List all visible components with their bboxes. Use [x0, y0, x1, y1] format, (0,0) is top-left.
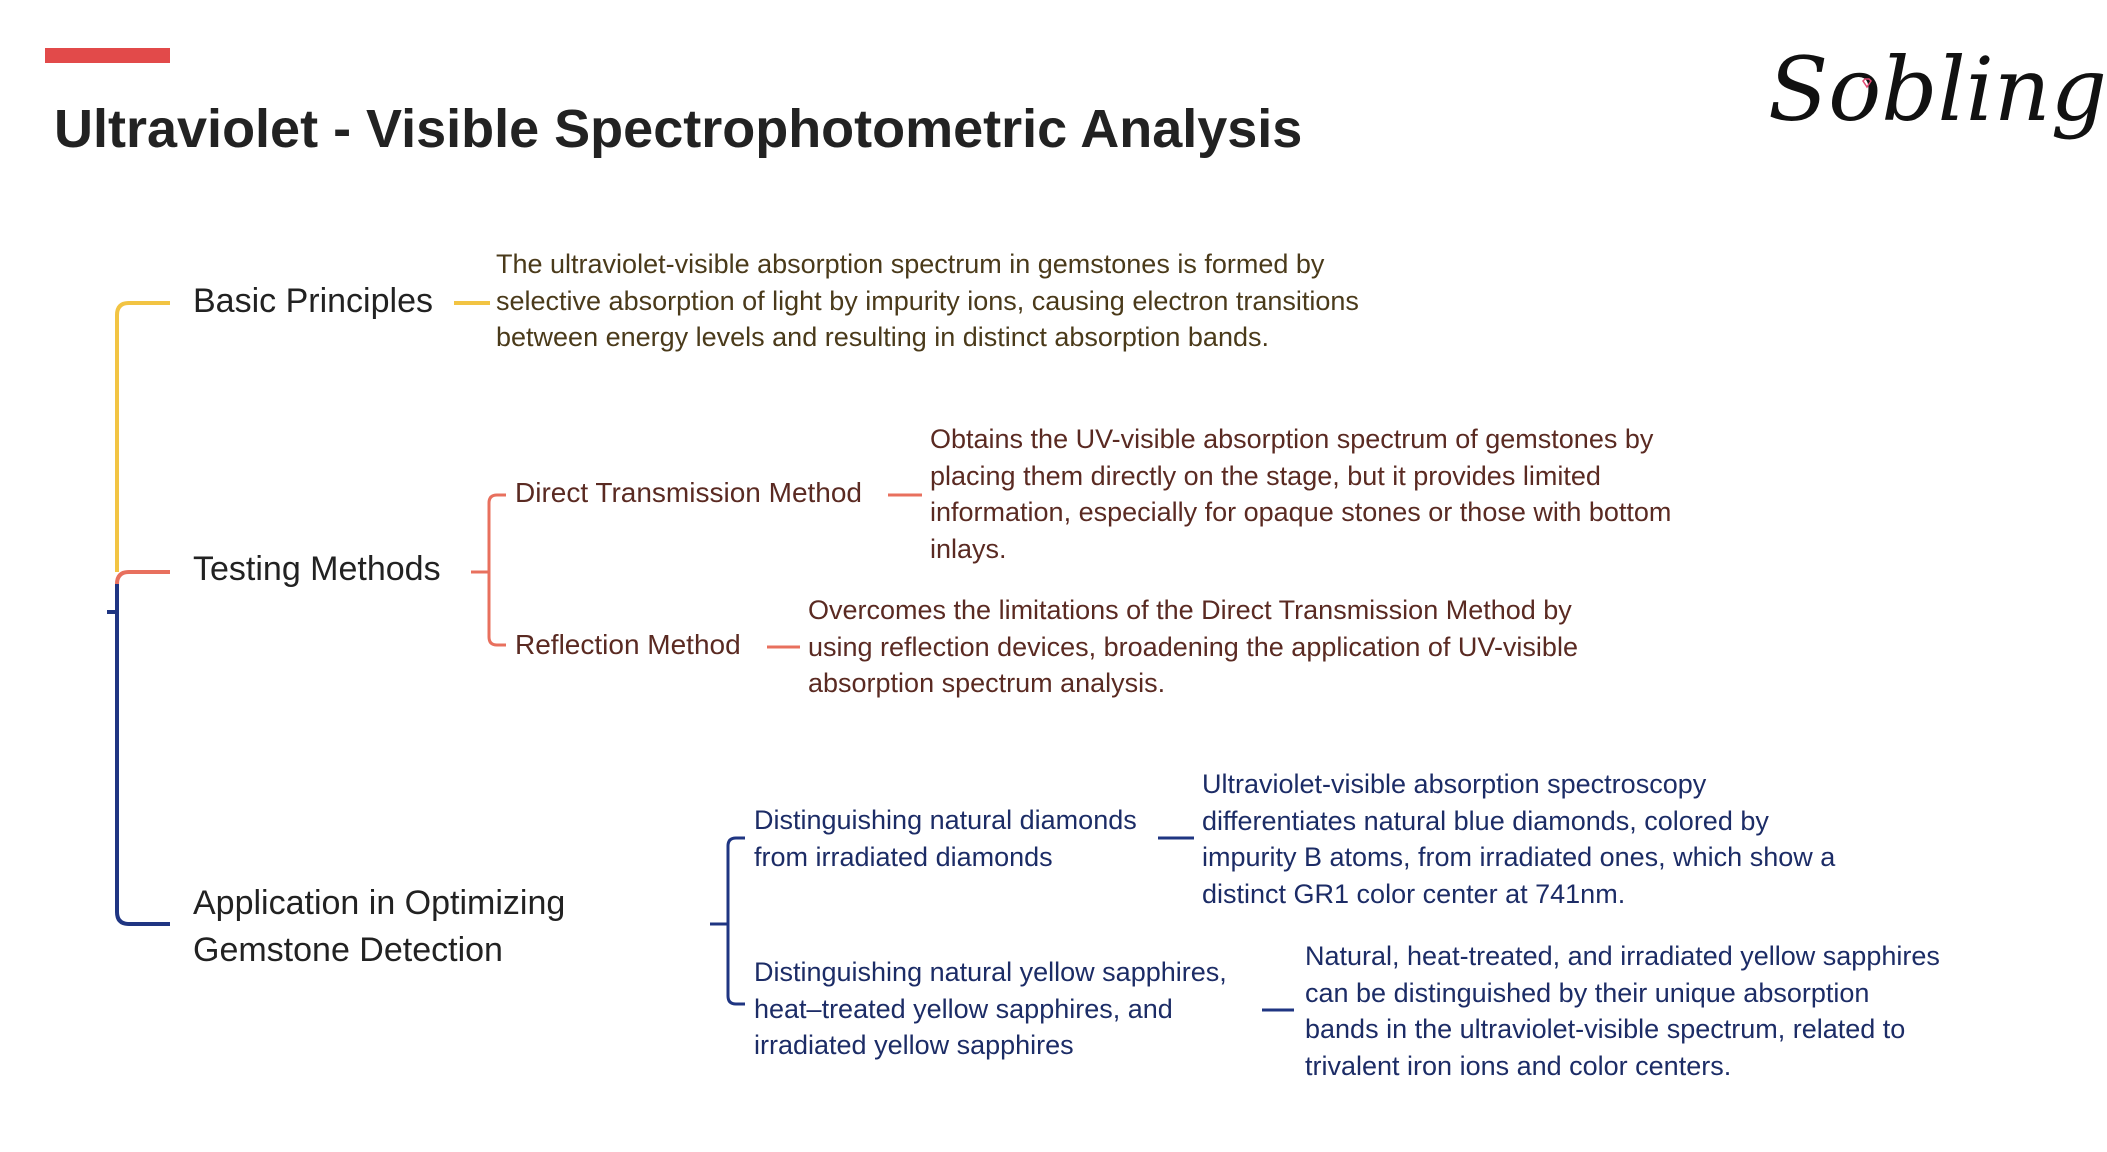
basic-principles-description — [496, 246, 1359, 356]
description-line: absorption spectrum analysis. — [808, 668, 1166, 698]
node-application-line: Gemstone Detection — [193, 931, 503, 969]
node-label-line: Distinguishing natural diamonds — [754, 805, 1137, 835]
node-label-line: Distinguishing natural yellow sapphires, — [754, 957, 1227, 987]
description-line: Ultraviolet-visible absorption spectroscopy — [1202, 769, 1707, 799]
principles-branch-line — [117, 303, 170, 572]
direct-transmission-description — [930, 421, 1671, 567]
description-line: selective absorption of light by impurity ions, causing electron transitions — [496, 285, 1359, 316]
sapphires-description — [1305, 938, 1940, 1084]
node-reflection-method: Reflection Method — [515, 629, 741, 660]
node-distinguishing-sapphires — [754, 954, 1227, 1064]
description-line: Natural, heat-treated, and irradiated yellow sapphires — [1305, 941, 1940, 971]
description-line: inlays. — [930, 533, 1007, 564]
description-line: Obtains the UV-visible absorption spectrum of gemstones by — [930, 424, 1654, 454]
methods-branch-line — [117, 572, 170, 584]
methods-bracket — [489, 495, 506, 645]
node-testing-methods: Testing Methods — [193, 550, 441, 588]
description-line: placing them directly on the stage, but it provides limited — [930, 460, 1601, 491]
description-line: Overcomes the limitations of the Direct Transmission Method by — [808, 595, 1572, 625]
node-direct-transmission-method: Direct Transmission Method — [515, 477, 863, 508]
description-line: information, especially for opaque stones or those with bottom — [930, 497, 1672, 527]
description-line: using reflection devices, broadening the application of UV-visible — [808, 631, 1578, 662]
description-line: differentiates natural blue diamonds, colored by — [1202, 805, 1769, 836]
node-distinguishing-diamonds — [754, 802, 1137, 875]
reflection-description — [808, 592, 1578, 702]
node-label-line: heat–treated yellow sapphires, and — [754, 993, 1173, 1024]
page-title: Ultraviolet - Visible Spectrophotometric Analysis — [54, 99, 1303, 159]
application-bracket — [728, 838, 745, 1004]
diamonds-description — [1202, 766, 1835, 912]
description-line: distinct GR1 color center at 741nm. — [1202, 878, 1626, 909]
description-line: The ultraviolet-visible absorption spectrum in gemstones is formed by — [496, 249, 1325, 279]
description-line: can be distinguished by their unique absorption — [1305, 977, 1870, 1008]
application-branch-line — [117, 584, 170, 924]
description-line: between energy levels and resulting in distinct absorption bands. — [496, 322, 1269, 352]
node-label-line: from irradiated diamonds — [754, 841, 1053, 872]
description-line: impurity B atoms, from irradiated ones, which show a — [1202, 842, 1836, 872]
description-line: bands in the ultraviolet-visible spectrum, related to — [1305, 1014, 1906, 1044]
node-application-line: Application in Optimizing — [193, 884, 566, 922]
description-line: trivalent iron ions and color centers. — [1305, 1050, 1732, 1081]
node-application — [193, 880, 565, 974]
node-basic-principles: Basic Principles — [193, 282, 433, 320]
node-label-line: irradiated yellow sapphires — [754, 1030, 1074, 1060]
brand-logo-text: Sobling — [1768, 38, 2107, 141]
